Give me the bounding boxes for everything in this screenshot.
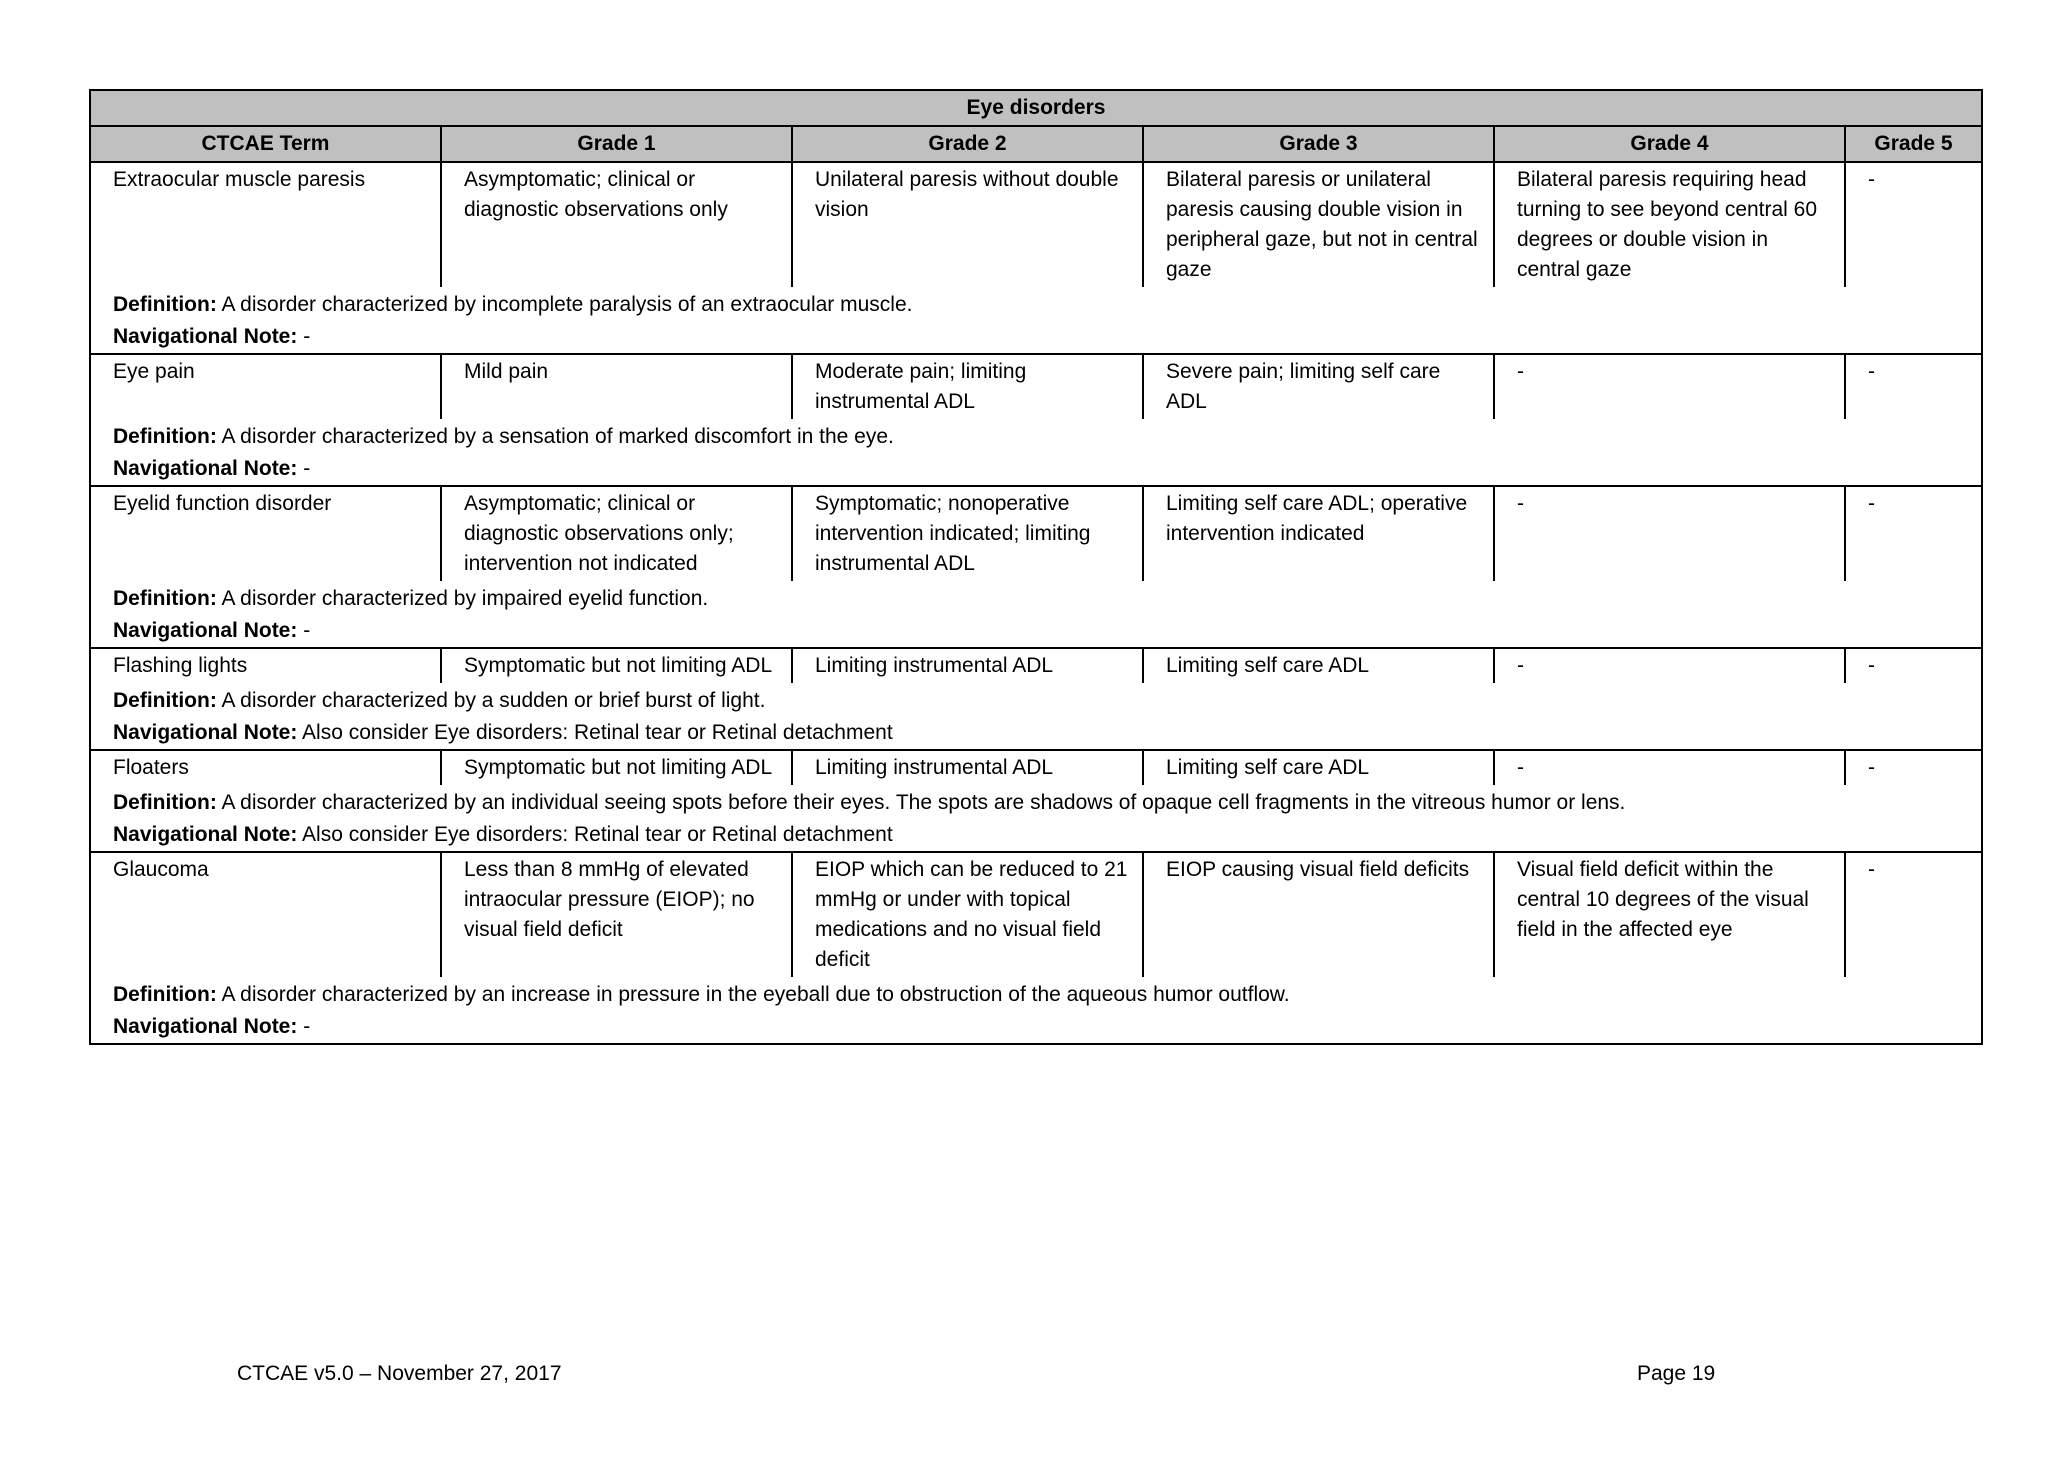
navigational-note-label: Navigational Note: <box>113 457 298 480</box>
definition-row <box>90 287 1982 321</box>
grade-5-cell: - <box>1845 354 1982 419</box>
grade-3-cell: Limiting self care ADL <box>1143 750 1494 785</box>
definition-text: A disorder characterized by a sudden or brief burst of light. <box>221 689 766 712</box>
definition-text: A disorder characterized by impaired eyelid function. <box>221 587 709 610</box>
navigational-note-row <box>90 453 1982 486</box>
grade-1-cell: Symptomatic but not limiting ADL <box>441 648 792 683</box>
definition-row <box>90 683 1982 717</box>
section-title: Eye disorders <box>90 90 1982 126</box>
grade-4-cell: - <box>1494 750 1845 785</box>
term-cell: Flashing lights <box>90 648 441 683</box>
term-cell: Extraocular muscle paresis <box>90 162 441 287</box>
term-row <box>90 354 1982 419</box>
navigational-note-label: Navigational Note: <box>113 325 298 348</box>
definition-row <box>90 581 1982 615</box>
footer-page-number: Page 19 <box>1637 1362 1716 1385</box>
term-row <box>90 162 1982 287</box>
navigational-note-row <box>90 819 1982 852</box>
header-grade-4: Grade 4 <box>1494 126 1845 162</box>
definition-row <box>90 785 1982 819</box>
grade-4-cell: Bilateral paresis requiring head turning to see beyond central 60 degrees or double vision in central gaze <box>1494 162 1845 287</box>
grade-3-cell: Severe pain; limiting self care ADL <box>1143 354 1494 419</box>
header-grade-3: Grade 3 <box>1143 126 1494 162</box>
grade-5-cell: - <box>1845 648 1982 683</box>
definition-text: A disorder characterized by incomplete paralysis of an extraocular muscle. <box>221 293 913 316</box>
definition-cell <box>90 785 1982 819</box>
header-grade-5: Grade 5 <box>1845 126 1982 162</box>
grade-4-cell: - <box>1494 486 1845 581</box>
grade-2-cell: Moderate pain; limiting instrumental ADL <box>792 354 1143 419</box>
grade-1-cell: Asymptomatic; clinical or diagnostic observations only; intervention not indicated <box>441 486 792 581</box>
navigational-note-row <box>90 615 1982 648</box>
navigational-note-cell <box>90 819 1982 852</box>
definition-cell <box>90 977 1982 1011</box>
navigational-note-cell <box>90 717 1982 750</box>
term-row <box>90 852 1982 977</box>
header-grade-2: Grade 2 <box>792 126 1143 162</box>
grade-2-cell: EIOP which can be reduced to 21 mmHg or under with topical medications and no visual field deficit <box>792 852 1143 977</box>
definition-label: Definition: <box>113 983 217 1006</box>
navigational-note-label: Navigational Note: <box>113 721 298 744</box>
navigational-note-text: - <box>303 1015 311 1038</box>
term-cell: Eyelid function disorder <box>90 486 441 581</box>
table-body <box>90 162 1982 1044</box>
definition-label: Definition: <box>113 293 217 316</box>
grade-3-cell: Limiting self care ADL <box>1143 648 1494 683</box>
definition-label: Definition: <box>113 425 217 448</box>
term-cell: Floaters <box>90 750 441 785</box>
navigational-note-row <box>90 321 1982 354</box>
definition-row <box>90 419 1982 453</box>
definition-row <box>90 977 1982 1011</box>
footer-version-date: CTCAE v5.0 – November 27, 2017 <box>237 1362 562 1385</box>
grade-4-cell: - <box>1494 648 1845 683</box>
grade-1-cell: Symptomatic but not limiting ADL <box>441 750 792 785</box>
navigational-note-text: - <box>303 325 311 348</box>
grade-2-cell: Unilateral paresis without double vision <box>792 162 1143 287</box>
definition-label: Definition: <box>113 689 217 712</box>
navigational-note-text: - <box>303 619 311 642</box>
term-row <box>90 486 1982 581</box>
term-cell: Glaucoma <box>90 852 441 977</box>
navigational-note-text: Also consider Eye disorders: Retinal tear or Retinal detachment <box>302 721 893 744</box>
navigational-note-label: Navigational Note: <box>113 1015 298 1038</box>
grade-3-cell: Limiting self care ADL; operative intervention indicated <box>1143 486 1494 581</box>
eye-disorders-table <box>89 89 1983 1045</box>
definition-label: Definition: <box>113 791 217 814</box>
navigational-note-text: - <box>303 457 311 480</box>
term-row <box>90 750 1982 785</box>
definition-cell <box>90 419 1982 453</box>
grade-4-cell: Visual field deficit within the central 10 degrees of the visual field in the affected eye <box>1494 852 1845 977</box>
navigational-note-row <box>90 717 1982 750</box>
grade-5-cell: - <box>1845 852 1982 977</box>
definition-text: A disorder characterized by an individual seeing spots before their eyes. The spots are shadows of opaque cell fragments in the vitreous humor or lens. <box>221 791 1626 814</box>
definition-cell <box>90 287 1982 321</box>
grade-4-cell: - <box>1494 354 1845 419</box>
grade-2-cell: Symptomatic; nonoperative intervention indicated; limiting instrumental ADL <box>792 486 1143 581</box>
definition-text: A disorder characterized by a sensation of marked discomfort in the eye. <box>221 425 894 448</box>
grade-5-cell: - <box>1845 162 1982 287</box>
grade-2-cell: Limiting instrumental ADL <box>792 750 1143 785</box>
grade-5-cell: - <box>1845 486 1982 581</box>
header-ctcae-term: CTCAE Term <box>90 126 441 162</box>
grade-1-cell: Less than 8 mmHg of elevated intraocular pressure (EIOP); no visual field deficit <box>441 852 792 977</box>
term-row <box>90 648 1982 683</box>
definition-text: A disorder characterized by an increase in pressure in the eyeball due to obstruction of the aqueous humor outflow. <box>221 983 1290 1006</box>
grade-2-cell: Limiting instrumental ADL <box>792 648 1143 683</box>
navigational-note-label: Navigational Note: <box>113 619 298 642</box>
term-cell: Eye pain <box>90 354 441 419</box>
navigational-note-label: Navigational Note: <box>113 823 298 846</box>
navigational-note-cell <box>90 615 1982 648</box>
column-header-row <box>90 126 1982 162</box>
navigational-note-cell <box>90 453 1982 486</box>
grade-3-cell: Bilateral paresis or unilateral paresis causing double vision in peripheral gaze, but not in central gaze <box>1143 162 1494 287</box>
grade-5-cell: - <box>1845 750 1982 785</box>
header-grade-1: Grade 1 <box>441 126 792 162</box>
grade-3-cell: EIOP causing visual field deficits <box>1143 852 1494 977</box>
navigational-note-cell <box>90 1011 1982 1044</box>
navigational-note-cell <box>90 321 1982 354</box>
grade-1-cell: Mild pain <box>441 354 792 419</box>
definition-cell <box>90 581 1982 615</box>
grade-1-cell: Asymptomatic; clinical or diagnostic observations only <box>441 162 792 287</box>
definition-label: Definition: <box>113 587 217 610</box>
navigational-note-text: Also consider Eye disorders: Retinal tear or Retinal detachment <box>302 823 893 846</box>
definition-cell <box>90 683 1982 717</box>
navigational-note-row <box>90 1011 1982 1044</box>
